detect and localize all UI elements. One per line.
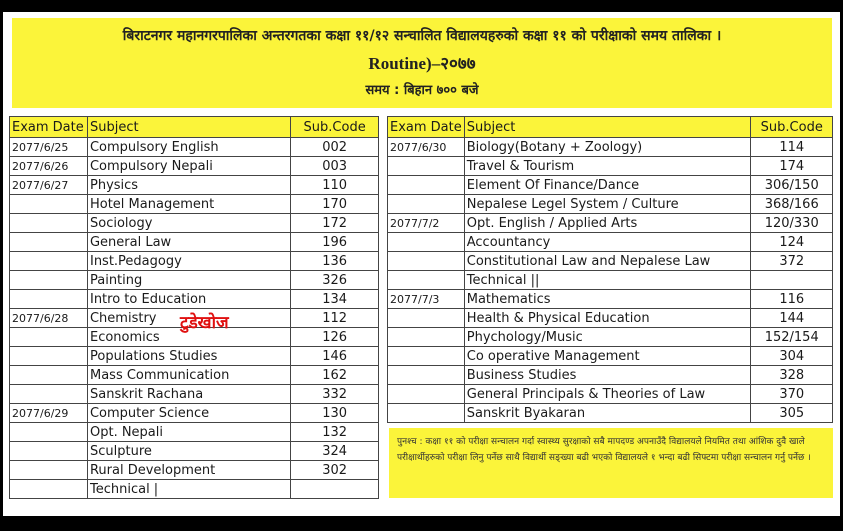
table-row bbox=[388, 404, 833, 423]
sub-code-cell: 112 bbox=[291, 309, 379, 328]
sub-code-cell: 124 bbox=[751, 233, 833, 252]
subject-cell: Travel & Tourism bbox=[464, 157, 751, 176]
table-row bbox=[10, 480, 379, 499]
exam-date-cell bbox=[388, 404, 465, 423]
right-routine-table bbox=[387, 116, 833, 423]
subject-cell: Opt. Nepali bbox=[87, 423, 290, 442]
exam-date-cell bbox=[388, 252, 465, 271]
table-row bbox=[388, 385, 833, 404]
subject-cell: Chemistry bbox=[87, 309, 290, 328]
exam-date-cell bbox=[388, 233, 465, 252]
subject-cell: Technical | bbox=[87, 480, 290, 499]
exam-date-cell bbox=[388, 385, 465, 404]
column-header-subject: Subject bbox=[87, 117, 290, 138]
column-header-code: Sub.Code bbox=[751, 117, 833, 138]
exam-date-cell bbox=[388, 157, 465, 176]
header-title: बिराटनगर महानगरपालिका अन्तरगतका कक्षा ११/१२ सन्चालित विद्यालयहरुको कक्षा ११ को परीक्षाको समय तालिका । bbox=[122, 28, 722, 44]
table-row bbox=[10, 442, 379, 461]
subject-cell: Sanskrit Byakaran bbox=[464, 404, 751, 423]
subject-cell: Intro to Education bbox=[87, 290, 290, 309]
sub-code-cell: 306/150 bbox=[751, 176, 833, 195]
table-row bbox=[10, 404, 379, 423]
sub-code-cell: 130 bbox=[291, 404, 379, 423]
header-routine: Routine)–२०७७ bbox=[368, 54, 476, 73]
table-row bbox=[388, 157, 833, 176]
watermark-logo-text: टुडेखोज bbox=[180, 313, 229, 333]
table-row bbox=[10, 157, 379, 176]
sub-code-cell: 372 bbox=[751, 252, 833, 271]
exam-date-cell: 2077/6/29 bbox=[10, 404, 88, 423]
sub-code-cell: 170 bbox=[291, 195, 379, 214]
column-header-code: Sub.Code bbox=[291, 117, 379, 138]
exam-date-cell bbox=[10, 290, 88, 309]
sub-code-cell: 324 bbox=[291, 442, 379, 461]
table-row bbox=[10, 214, 379, 233]
sub-code-cell: 196 bbox=[291, 233, 379, 252]
exam-date-cell bbox=[388, 347, 465, 366]
subject-cell: General Principals & Theories of Law bbox=[464, 385, 751, 404]
sub-code-cell: 302 bbox=[291, 461, 379, 480]
column-header-date: Exam Date bbox=[10, 117, 88, 138]
table-row bbox=[10, 423, 379, 442]
subject-cell: Mathematics bbox=[464, 290, 751, 309]
sub-code-cell: 152/154 bbox=[751, 328, 833, 347]
exam-date-cell bbox=[388, 271, 465, 290]
exam-date-cell bbox=[388, 366, 465, 385]
sub-code-cell: 114 bbox=[751, 138, 833, 157]
exam-date-cell bbox=[10, 347, 88, 366]
exam-date-cell bbox=[10, 328, 88, 347]
subject-cell: Phychology/Music bbox=[464, 328, 751, 347]
table-row bbox=[10, 290, 379, 309]
table-row bbox=[10, 138, 379, 157]
table-row bbox=[388, 195, 833, 214]
table-row bbox=[10, 366, 379, 385]
sub-code-cell: 328 bbox=[751, 366, 833, 385]
subject-cell: Constitutional Law and Nepalese Law bbox=[464, 252, 751, 271]
exam-date-cell bbox=[10, 195, 88, 214]
sub-code-cell bbox=[751, 271, 833, 290]
table-row bbox=[388, 138, 833, 157]
subject-cell: Business Studies bbox=[464, 366, 751, 385]
subject-cell: Nepalese Legel System / Culture bbox=[464, 195, 751, 214]
header-banner bbox=[12, 18, 832, 108]
exam-date-cell bbox=[388, 328, 465, 347]
subject-cell: Co operative Management bbox=[464, 347, 751, 366]
exam-date-cell bbox=[10, 233, 88, 252]
table-row bbox=[10, 195, 379, 214]
exam-date-cell bbox=[10, 442, 88, 461]
subject-cell: Compulsory English bbox=[87, 138, 290, 157]
table-row bbox=[388, 271, 833, 290]
table-row bbox=[388, 214, 833, 233]
sub-code-cell: 304 bbox=[751, 347, 833, 366]
table-row bbox=[388, 347, 833, 366]
table-row bbox=[10, 461, 379, 480]
subject-cell: Inst.Pedagogy bbox=[87, 252, 290, 271]
sub-code-cell: 003 bbox=[291, 157, 379, 176]
exam-date-cell: 2077/6/26 bbox=[10, 157, 88, 176]
footnote: पुनश्च : कक्षा ११ को परीक्षा सन्चालन गर्दा स्वास्थ्य सुरक्षाको सबै मापदण्ड अपनाउँदै विद्यालयले नियमित तथा आंशिक दुवै खाले परीक्षार्थीहरुको परीक्षा लिनु पर्नेछ साथै विद्यार्थी सङ्ख्या बढी भएको विद्यालयले १ भन्दा बढी सिफ्टमा परीक्षा सन्चालन गर्नु पर्नेछ । bbox=[389, 428, 833, 498]
exam-date-cell bbox=[10, 385, 88, 404]
left-routine-table bbox=[9, 116, 379, 499]
table-row bbox=[10, 252, 379, 271]
sub-code-cell: 126 bbox=[291, 328, 379, 347]
sub-code-cell: 332 bbox=[291, 385, 379, 404]
exam-date-cell bbox=[10, 480, 88, 499]
table-row bbox=[388, 233, 833, 252]
sub-code-cell: 136 bbox=[291, 252, 379, 271]
table-row bbox=[10, 271, 379, 290]
subject-cell: General Law bbox=[87, 233, 290, 252]
sub-code-cell: 120/330 bbox=[751, 214, 833, 233]
header-time: समय : बिहान ७०० बजे bbox=[365, 83, 479, 98]
subject-cell: Compulsory Nepali bbox=[87, 157, 290, 176]
subject-cell: Health & Physical Education bbox=[464, 309, 751, 328]
exam-date-cell: 2077/6/28 bbox=[10, 309, 88, 328]
table-row bbox=[388, 252, 833, 271]
table-row bbox=[388, 328, 833, 347]
subject-cell: Sculpture bbox=[87, 442, 290, 461]
subject-cell: Populations Studies bbox=[87, 347, 290, 366]
column-header-subject: Subject bbox=[464, 117, 751, 138]
sub-code-cell: 162 bbox=[291, 366, 379, 385]
table-row bbox=[388, 309, 833, 328]
subject-cell: Economics bbox=[87, 328, 290, 347]
table-row bbox=[10, 347, 379, 366]
exam-date-cell bbox=[10, 461, 88, 480]
exam-date-cell: 2077/7/3 bbox=[388, 290, 465, 309]
exam-date-cell: 2077/7/2 bbox=[388, 214, 465, 233]
subject-cell: Element Of Finance/Dance bbox=[464, 176, 751, 195]
table-row bbox=[388, 290, 833, 309]
subject-cell: Hotel Management bbox=[87, 195, 290, 214]
table-row bbox=[388, 176, 833, 195]
subject-cell: Accountancy bbox=[464, 233, 751, 252]
exam-date-cell bbox=[388, 195, 465, 214]
subject-cell: Mass Communication bbox=[87, 366, 290, 385]
exam-date-cell: 2077/6/27 bbox=[10, 176, 88, 195]
exam-date-cell: 2077/6/30 bbox=[388, 138, 465, 157]
table-row bbox=[10, 233, 379, 252]
sub-code-cell: 002 bbox=[291, 138, 379, 157]
subject-cell: Technical || bbox=[464, 271, 751, 290]
sub-code-cell: 174 bbox=[751, 157, 833, 176]
sub-code-cell: 370 bbox=[751, 385, 833, 404]
subject-cell: Sociology bbox=[87, 214, 290, 233]
column-header-date: Exam Date bbox=[388, 117, 465, 138]
table-header-row bbox=[388, 117, 833, 138]
sub-code-cell: 110 bbox=[291, 176, 379, 195]
subject-cell: Physics bbox=[87, 176, 290, 195]
subject-cell: Rural Development bbox=[87, 461, 290, 480]
table-row bbox=[10, 176, 379, 195]
sub-code-cell: 172 bbox=[291, 214, 379, 233]
exam-date-cell bbox=[10, 366, 88, 385]
exam-date-cell bbox=[388, 176, 465, 195]
table-header-row bbox=[10, 117, 379, 138]
subject-cell: Computer Science bbox=[87, 404, 290, 423]
table-row bbox=[10, 385, 379, 404]
exam-date-cell bbox=[10, 423, 88, 442]
sub-code-cell: 368/166 bbox=[751, 195, 833, 214]
table-row bbox=[388, 366, 833, 385]
exam-date-cell bbox=[10, 252, 88, 271]
exam-date-cell bbox=[388, 309, 465, 328]
sub-code-cell bbox=[291, 480, 379, 499]
exam-date-cell: 2077/6/25 bbox=[10, 138, 88, 157]
exam-date-cell bbox=[10, 214, 88, 233]
sub-code-cell: 134 bbox=[291, 290, 379, 309]
sub-code-cell: 146 bbox=[291, 347, 379, 366]
sub-code-cell: 116 bbox=[751, 290, 833, 309]
sub-code-cell: 144 bbox=[751, 309, 833, 328]
sub-code-cell: 132 bbox=[291, 423, 379, 442]
exam-date-cell bbox=[10, 271, 88, 290]
sub-code-cell: 305 bbox=[751, 404, 833, 423]
subject-cell: Painting bbox=[87, 271, 290, 290]
subject-cell: Sanskrit Rachana bbox=[87, 385, 290, 404]
subject-cell: Biology(Botany + Zoology) bbox=[464, 138, 751, 157]
sub-code-cell: 326 bbox=[291, 271, 379, 290]
subject-cell: Opt. English / Applied Arts bbox=[464, 214, 751, 233]
